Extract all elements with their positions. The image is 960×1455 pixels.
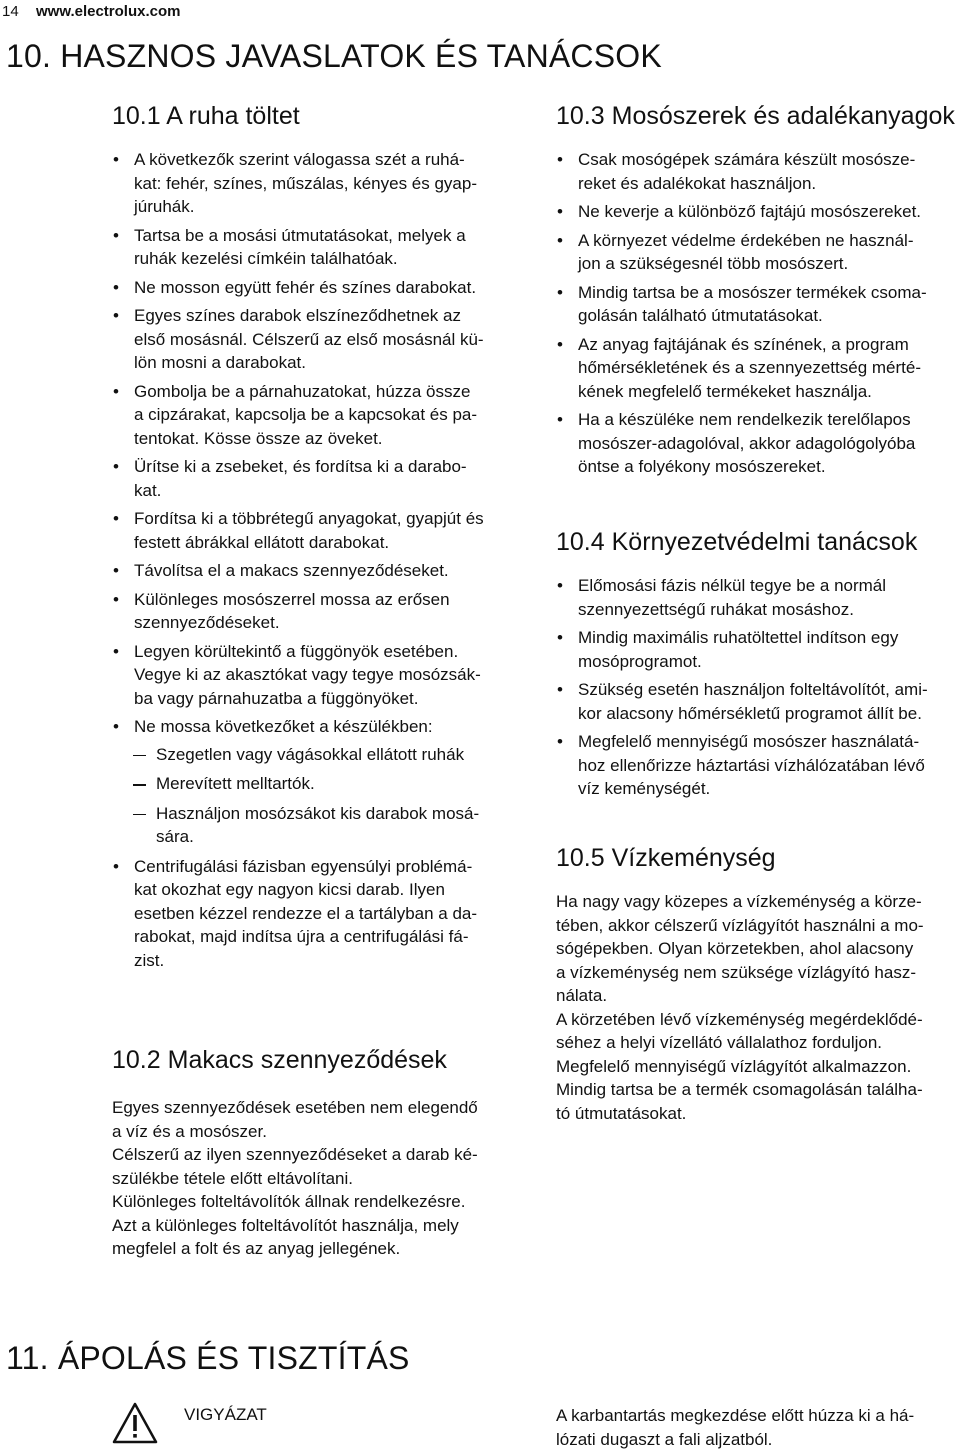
list-item: • Gombolja be a párnahuzatokat, húzza össze a cipzárakat, kapcsolja be a kapcsokat és pa- tentokat. Kösse össze az öveket. [112, 380, 526, 451]
list-item: • Ürítse ki a zsebeket, és fordítsa ki a darabo- kat. [112, 455, 526, 502]
detergents-list [556, 148, 960, 484]
list-item: • Csak mosógépek számára készült mosósze- reket és adalékokat használjon. [556, 148, 960, 195]
warning-label: VIGYÁZAT [184, 1405, 267, 1424]
section-10-number: 10. [6, 38, 52, 74]
warning-text: A karbantartás megkezdése előtt húzza ki a há- lózati dugaszt a fali aljzatból. [556, 1406, 915, 1449]
section-10-5-number: 10.5 [556, 844, 605, 872]
section-10-3-heading [556, 100, 955, 132]
list-item: • Ne keverje a különböző fajtájú mosószereket. [556, 200, 960, 224]
list-item: • Ha a készüléke nem rendelkezik terelőlapos mosószer-adagolóval, akkor adagológolyóba öntse a folyékony mosószereket. [556, 408, 960, 479]
list-item: • Centrifugálási fázisban egyensúlyi problémá- kat okozhat egy nagyon kicsi darab. Ilyen esetben kézzel rendezze el a tartályban a da- rabokat, majd indítsa újra a centrifugálási fá- zist. [112, 855, 526, 973]
paragraph: A körzetében lévő vízkeménység megérdeklődé- séhez a helyi vízellátó vállalathoz forduljon. [556, 1009, 923, 1052]
list-item: • A környezet védelme érdekében ne használ- jon a szükségesnél több mosószert. [556, 229, 960, 276]
list-item: • Fordítsa ki a többrétegű anyagokat, gyapjút és festett ábrákkal ellátott darabokat. [112, 507, 526, 554]
list-item: • Mindig tartsa be a mosószer termékek csoma- golásán található útmutatásokat. [556, 281, 960, 328]
laundry-load-list [112, 148, 526, 977]
page-header [0, 0, 300, 24]
environment-list [556, 574, 960, 806]
paragraph: Megfelelő mennyiségű vízlágyítót alkalmazzon. Mindig tartsa be a termék csomagolásán találha- tó útmutatásokat. [556, 1056, 923, 1123]
section-10-1-number: 10.1 [112, 102, 161, 130]
list-item: • Ne mosson együtt fehér és színes darabokat. [112, 276, 526, 300]
section-10-4-heading [556, 526, 917, 558]
list-item-do-not-wash [112, 715, 526, 849]
sub-list-item: Szegetlen vagy vágásokkal ellátott ruhák [134, 743, 526, 767]
section-11-heading [6, 1338, 410, 1378]
laundry-tips [112, 148, 526, 972]
list-item: • Távolítsa el a makacs szennyeződéseket. [112, 559, 526, 583]
section-11-number: 11. [6, 1340, 49, 1376]
paragraph: Ha nagy vagy közepes a vízkeménység a körze- tében, akkor célszerű vízlágyítót használni a mo- sógépekben. Olyan körzetekben, ahol alacsony a vízkeménység nem szüksége vízlágyító hasz- nálata. [556, 892, 924, 1005]
list-item: • Különleges mosószerrel mossa az erősen szennyeződéseket. [112, 588, 526, 635]
warning-triangle-icon [112, 1402, 158, 1444]
list-item: • Az anyag fajtájának és színének, a program hőmérsékletének és a szennyezettség mérté- kének megfelelő termékeket használja. [556, 333, 960, 404]
section-10-3-number: 10.3 [556, 102, 605, 130]
section-11-title: ÁPOLÁS ÉS TISZTÍTÁS [57, 1340, 410, 1376]
list-item: • Szükség esetén használjon folteltávolítót, ami- kor alacsony hőmérsékletű programot állít be. [556, 678, 960, 725]
list-item: • Előmosási fázis nélkül tegye be a normál szennyezettségű ruhákat mosáshoz. [556, 574, 960, 621]
list-item: • Egyes színes darabok elszíneződhetnek az első mosásnál. Célszerű az első mosásnál kü- lön mosni a darabokat. [112, 304, 526, 375]
detergent-tips [556, 148, 960, 479]
paragraph: Különleges folteltávolítók állnak rendelkezésre. Azt a különleges folteltávolítót használja, mely megfelel a folt és az anyag jellegének. [112, 1192, 466, 1258]
section-10-3-title: Mosószerek és adalékanyagok [611, 102, 955, 130]
list-item: • Tartsa be a mosási útmutatásokat, melyek a ruhák kezelési címkéin találhatóak. [112, 224, 526, 271]
page-number: 14 [2, 3, 19, 20]
list-item: • Mindig maximális ruhatöltettel indítson egy mosóprogramot. [556, 626, 960, 673]
list-item: • Megfelelő mennyiségű mosószer használatá- hoz ellenőrizze háztartási vízhálózatában lévő víz keménységét. [556, 730, 960, 801]
site-url: www.electrolux.com [36, 3, 181, 20]
section-10-1-title: A ruha töltet [166, 102, 300, 130]
section-10-2-number: 10.2 [112, 1046, 161, 1074]
list-item: • A következők szerint válogassa szét a ruhá- kat: fehér, színes, műszálas, kényes és gyap- júruhák. [112, 148, 526, 219]
environment-tips [556, 574, 960, 801]
paragraph: Célszerű az ilyen szennyeződéseket a darab ké- szülékbe tétele előtt eltávolítani. [112, 1145, 478, 1188]
water-hardness-text [556, 890, 960, 1125]
section-10-heading [6, 36, 662, 76]
stains-text [112, 1096, 526, 1261]
section-10-2-title: Makacs szennyeződések [167, 1046, 447, 1074]
do-not-wash-sublist [134, 743, 526, 849]
paragraph: Egyes szennyeződések esetében nem elegendő a víz és a mosószer. [112, 1098, 478, 1141]
section-10-1-heading [112, 100, 300, 132]
section-10-4-title: Környezetvédelmi tanácsok [611, 528, 918, 556]
section-10-5-title: Vízkeménység [611, 844, 776, 872]
section-10-2-heading [112, 1044, 447, 1076]
list-item: • Legyen körültekintő a függönyök esetében. Vegye ki az akasztókat vagy tegye mosózsák- ba vagy párnahuzatba a függönyöket. [112, 640, 526, 711]
sub-list-item: Használjon mosózsákot kis darabok mosá- sára. [134, 802, 526, 849]
section-10-5-heading [556, 842, 776, 874]
sub-list-item: Merevített melltartók. [134, 772, 526, 796]
do-not-wash-label: Ne mossa következőket a készülékben: [134, 717, 433, 736]
section-10-4-number: 10.4 [556, 528, 605, 556]
section-10-title: HASZNOS JAVASLATOK ÉS TANÁCSOK [60, 38, 662, 74]
